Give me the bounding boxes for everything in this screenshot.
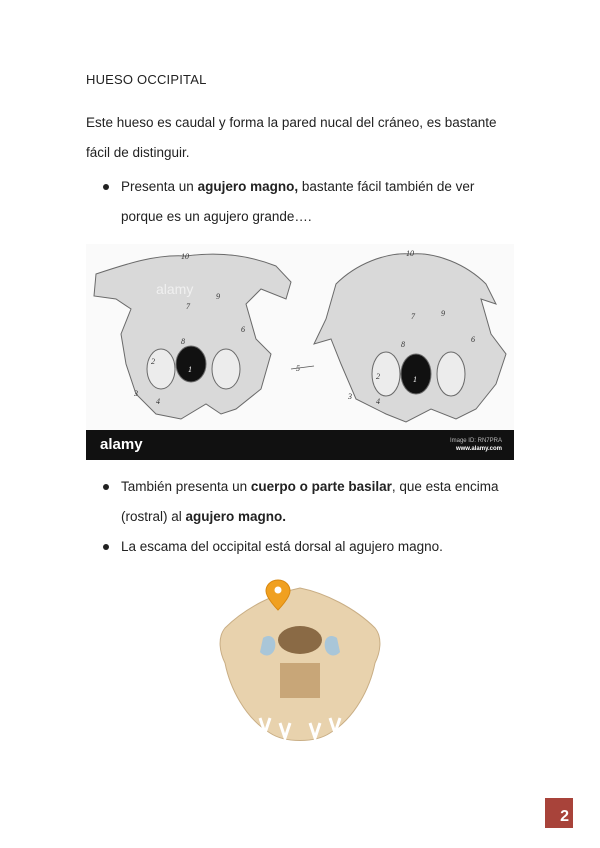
list-item [103, 532, 508, 562]
figure-label: 8 [401, 340, 405, 349]
figure-label: 4 [156, 397, 160, 406]
skull-drawing [220, 588, 380, 741]
bullet-text: Presenta un [121, 179, 198, 194]
figure-label: 10 [181, 252, 189, 261]
bullet-bold-text: agujero magno, [197, 179, 299, 194]
figure-label: 9 [441, 309, 445, 318]
skull-photo [86, 244, 514, 460]
bullet-list-1 [103, 172, 508, 232]
figure-label: 8 [181, 337, 185, 346]
figure-label: 2 [376, 372, 380, 381]
page-number-underline [545, 826, 573, 828]
figure-label: 1 [413, 375, 417, 384]
intro-paragraph: Este hueso es caudal y forma la pared nucal del cráneo, es bastante fácil de distinguir. [86, 115, 497, 160]
figure-label: 7 [411, 312, 415, 321]
figure-label: 2 [151, 357, 155, 366]
bullet-icon [103, 184, 109, 190]
bullet-text: bastante fácil también de ver porque es un agujero grande…. [121, 179, 475, 224]
figure-label: 1 [188, 365, 192, 374]
figure-label: 9 [216, 292, 220, 301]
page-title: HUESO OCCIPITAL [86, 72, 207, 87]
image-site-text: www.alamy.com [455, 446, 502, 452]
skull-illustration [205, 578, 395, 748]
figure-label: 6 [241, 325, 245, 334]
figure-label: 10 [406, 249, 414, 258]
alamy-logo: alamy [100, 436, 143, 453]
figure-label: 3 [134, 389, 138, 398]
list-item [103, 472, 508, 532]
page-number: 2 [545, 798, 573, 828]
bullet-text: , que esta encima (rostral) al [121, 479, 499, 524]
figure-label: 7 [186, 302, 190, 311]
bullet-text: La escama del occipital está dorsal al agujero magno. [121, 539, 443, 554]
figure-label: 5 [296, 364, 300, 373]
list-item [103, 172, 508, 232]
bullet-icon [103, 544, 109, 550]
figure-label: 3 [348, 392, 352, 401]
bullet-icon [103, 484, 109, 490]
bullet-bold-text: agujero magno. [185, 509, 287, 524]
image-credit [450, 437, 502, 453]
bullet-list-2 [103, 472, 508, 562]
bullet-text: También presenta un [121, 479, 251, 494]
figure-label: 6 [471, 335, 475, 344]
bullet-bold-text: cuerpo o parte basilar [250, 479, 392, 494]
figure-label: 4 [376, 397, 380, 406]
watermark-text: alamy [156, 281, 194, 297]
image-id-text: Image ID: RN7PRA [449, 438, 502, 444]
